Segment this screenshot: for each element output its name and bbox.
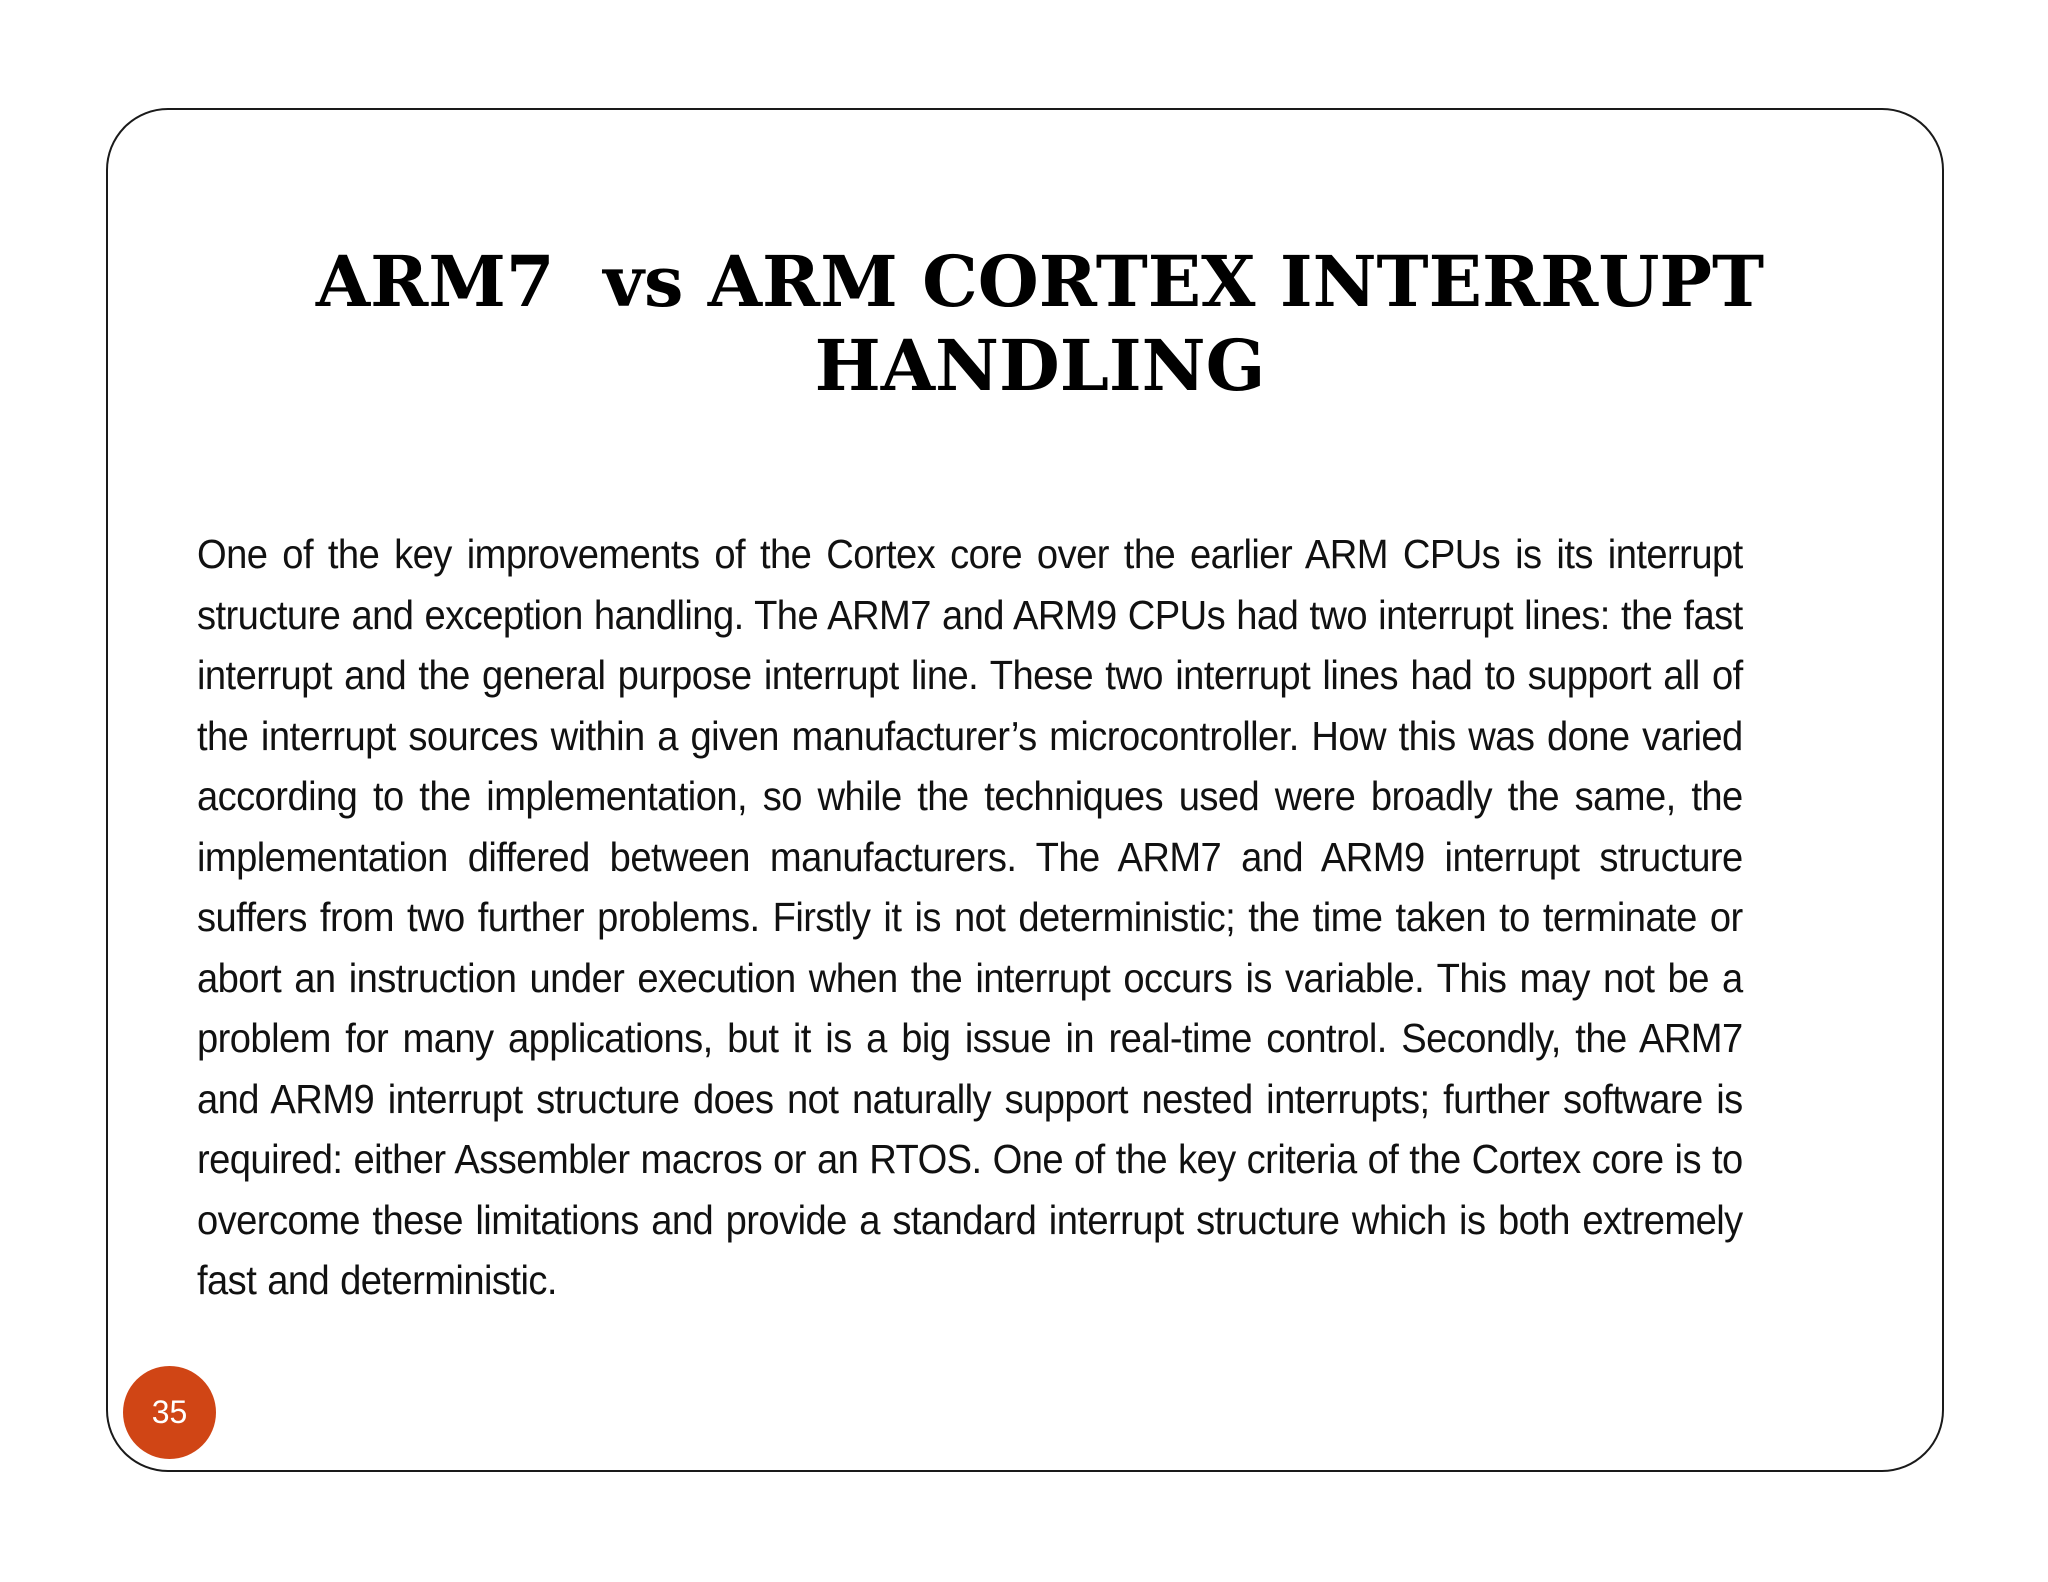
slide-title xyxy=(230,240,1850,408)
slide-title-line-2: HANDLING xyxy=(814,324,1266,407)
page-number: 35 xyxy=(151,1394,188,1430)
slide-body-text: One of the key improvements of the Cortex core over the earlier ARM CPUs is its interrupt structure and exception handling. The ARM7 and ARM9 CPUs had two interrupt lines: the fast interrupt and the general purpose interrupt line. These two interrupt lines had to support all of the interrupt sources within a given manufacturer’s microcontroller. How this was done varied according to the implementation, so while the techniques used were broadly the same, the implementation differed between manufacturers. The ARM7 and ARM9 interrupt structure suffers from two further problems. Firstly it is not deterministic; the time taken to terminate or abort an instruction under execution when the interrupt occurs is variable. This may not be a problem for many applications, but it is a big issue in real-time control. Secondly, the ARM7 and ARM9 interrupt structure does not naturally support nested interrupts; further software is required: either Assembler macros or an RTOS. One of the key criteria of the Cortex core is to overcome these limitations and provide a standard interrupt structure which is both extremely fast and deterministic. xyxy=(197,531,1743,1303)
slide-title-line-1: ARM7 vs ARM CORTEX INTERRUPT xyxy=(315,240,1765,323)
page-number-badge xyxy=(123,1366,216,1459)
